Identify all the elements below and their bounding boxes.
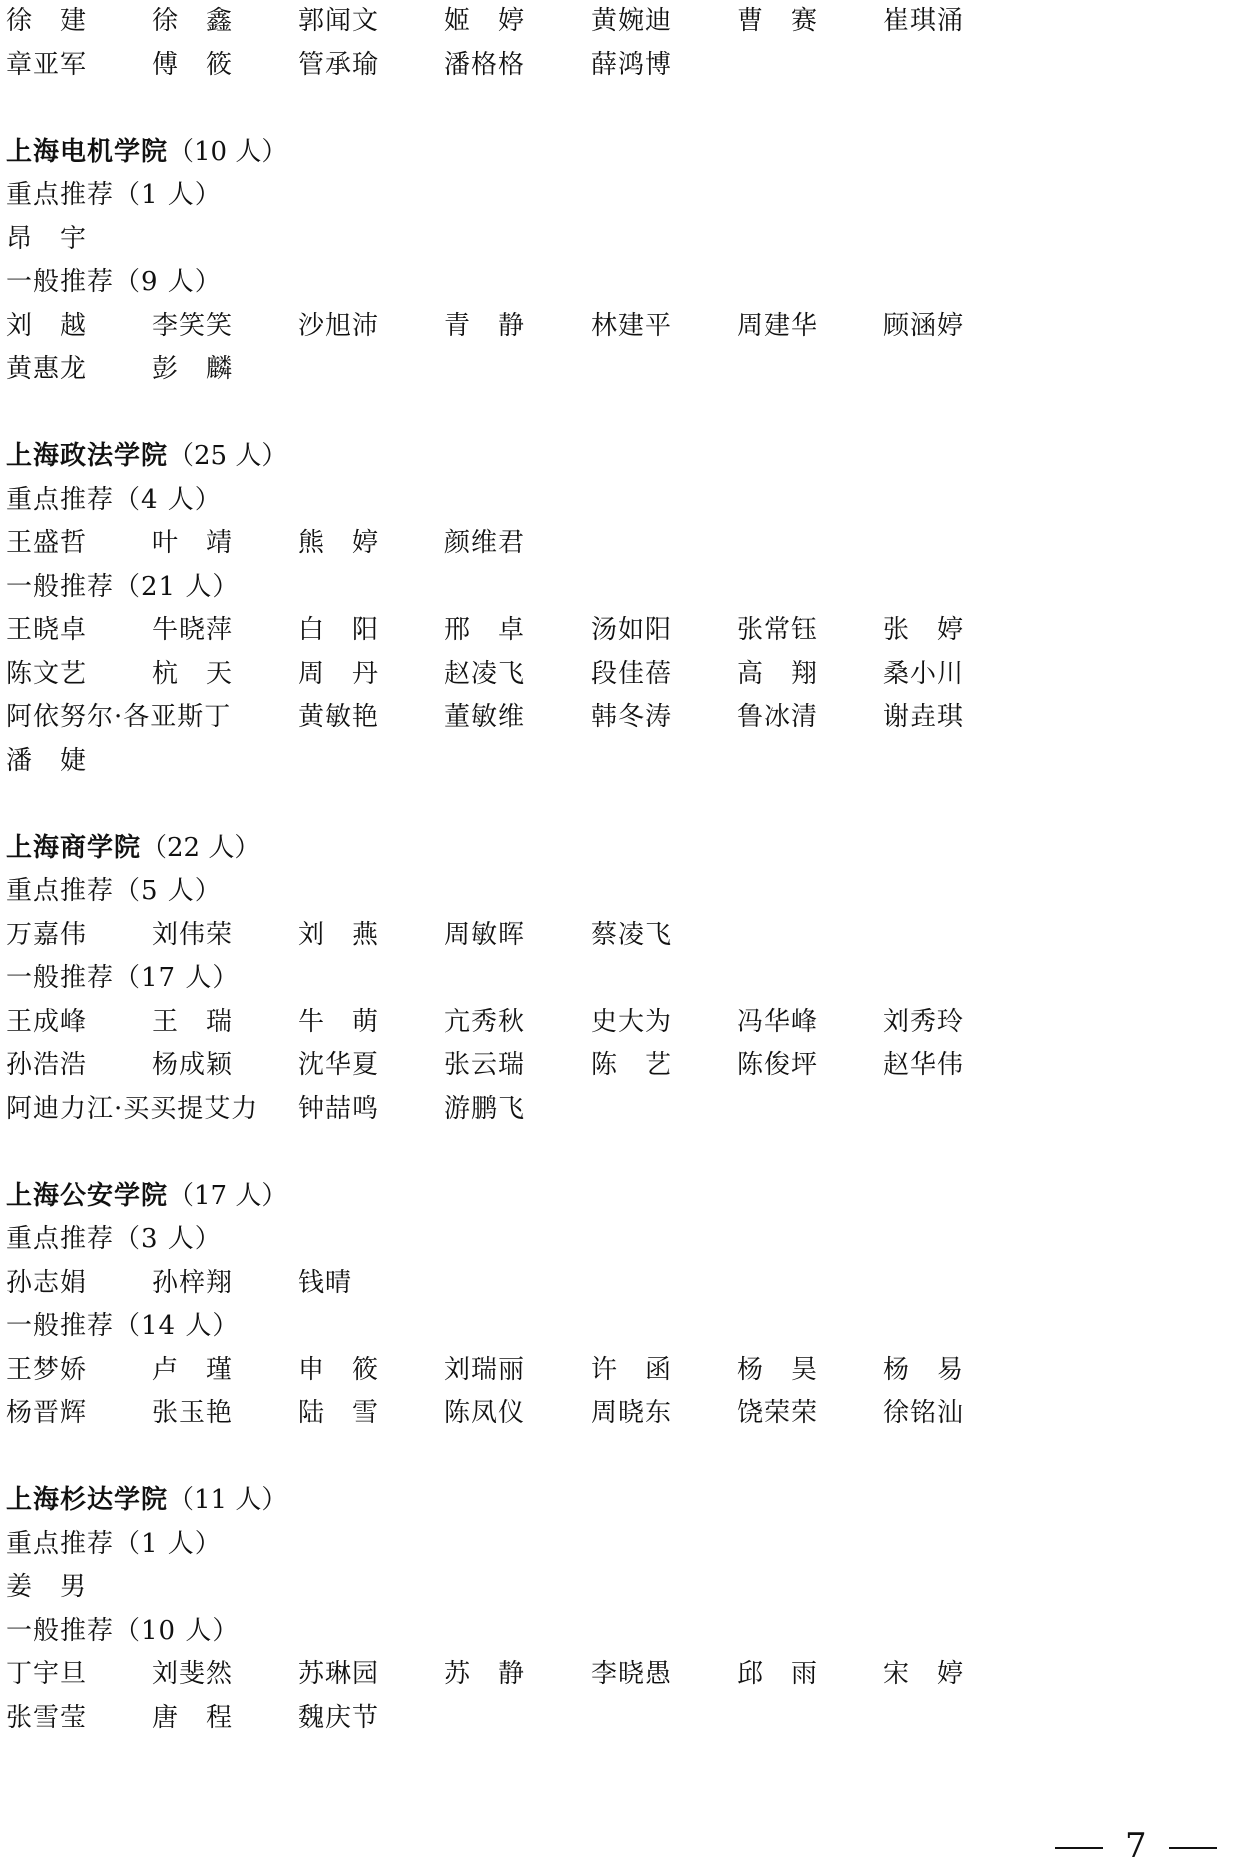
name-row bbox=[6, 696, 1206, 740]
name-cell: 张玉艳 bbox=[152, 1398, 234, 1428]
name-cell: 林建平 bbox=[591, 310, 673, 341]
name-cell: 陈凤仪 bbox=[444, 1398, 526, 1428]
name-row bbox=[6, 44, 1206, 88]
page-footer bbox=[1055, 1826, 1217, 1866]
name-cell: 徐 建 bbox=[6, 6, 88, 36]
name-cell: 杨 易 bbox=[883, 1354, 965, 1385]
general-recommendation-label: 一般推荐（21 人） bbox=[6, 571, 240, 602]
name-cell: 崔琪涌 bbox=[883, 6, 965, 36]
name-cell: 章亚军 bbox=[6, 49, 88, 80]
name-row bbox=[6, 914, 1206, 958]
name-row bbox=[6, 609, 1206, 653]
name-cell: 牛晓萍 bbox=[152, 615, 234, 645]
name-cell: 曹 赛 bbox=[737, 6, 819, 36]
name-cell: 王梦娇 bbox=[6, 1354, 88, 1385]
name-cell: 徐 鑫 bbox=[152, 6, 234, 36]
general-recommendation-label: 一般推荐（9 人） bbox=[6, 267, 222, 297]
name-cell: 刘伟荣 bbox=[152, 919, 234, 950]
name-cell: 牛 萌 bbox=[298, 1006, 380, 1037]
name-cell: 饶荣荣 bbox=[737, 1398, 819, 1428]
name-cell: 王盛哲 bbox=[6, 528, 88, 558]
section-spacer bbox=[6, 1436, 1206, 1480]
name-cell: 万嘉伟 bbox=[6, 919, 88, 950]
college-name: 上海公安学院 bbox=[6, 1180, 169, 1211]
name-cell: 姜 男 bbox=[6, 1572, 88, 1602]
name-cell: 钱晴 bbox=[298, 1267, 353, 1298]
name-cell: 管承瑜 bbox=[298, 49, 380, 80]
college-heading bbox=[6, 1479, 1206, 1523]
name-cell: 刘秀玲 bbox=[883, 1006, 965, 1037]
name-cell: 谢垚琪 bbox=[883, 702, 965, 732]
section-spacer bbox=[6, 1131, 1206, 1175]
name-row bbox=[6, 1262, 1206, 1306]
key-recommendation-label: 重点推荐（4 人） bbox=[6, 484, 222, 515]
name-cell: 韩冬涛 bbox=[591, 702, 673, 732]
name-cell: 钟喆鸣 bbox=[298, 1093, 380, 1124]
name-row bbox=[6, 1697, 1206, 1741]
name-cell: 周建华 bbox=[737, 310, 819, 341]
footer-dash-left bbox=[1055, 1847, 1103, 1849]
college-heading bbox=[6, 435, 1206, 479]
name-cell: 苏琳园 bbox=[298, 1659, 380, 1689]
name-cell: 冯华峰 bbox=[737, 1006, 819, 1037]
key-recommendation-label: 重点推荐（1 人） bbox=[6, 180, 222, 210]
name-cell: 刘 燕 bbox=[298, 919, 380, 950]
name-cell: 周敏晖 bbox=[444, 919, 526, 950]
name-cell: 张云瑞 bbox=[444, 1050, 526, 1080]
name-cell: 昂 宇 bbox=[6, 223, 88, 254]
name-cell: 刘瑞丽 bbox=[444, 1354, 526, 1385]
name-cell: 陆 雪 bbox=[298, 1398, 380, 1428]
name-cell: 彭 麟 bbox=[152, 354, 234, 384]
name-cell: 沙旭沛 bbox=[298, 310, 380, 341]
college-name: 上海电机学院 bbox=[6, 136, 169, 167]
name-row bbox=[6, 348, 1206, 392]
key-recommendation-label: 重点推荐（1 人） bbox=[6, 1528, 222, 1559]
name-cell: 刘斐然 bbox=[152, 1659, 234, 1689]
college-heading bbox=[6, 1175, 1206, 1219]
recommendation-list bbox=[6, 0, 1206, 1740]
name-cell: 孙志娟 bbox=[6, 1267, 88, 1298]
name-cell: 宋 婷 bbox=[883, 1659, 965, 1689]
name-cell: 张 婷 bbox=[883, 615, 965, 645]
name-cell: 潘格格 bbox=[444, 49, 526, 80]
name-cell: 刘 越 bbox=[6, 310, 88, 341]
college-name: 上海商学院 bbox=[6, 832, 142, 863]
name-cell: 王晓卓 bbox=[6, 615, 88, 645]
name-cell: 游鹏飞 bbox=[444, 1093, 526, 1124]
name-row bbox=[6, 1392, 1206, 1436]
college-count: （25 人） bbox=[168, 441, 288, 471]
name-cell: 邱 雨 bbox=[737, 1659, 819, 1689]
name-cell: 史大为 bbox=[591, 1006, 673, 1037]
college-count: （11 人） bbox=[168, 1485, 288, 1515]
name-cell: 王 瑞 bbox=[152, 1006, 234, 1037]
name-row bbox=[6, 740, 1206, 784]
general-recommendation-label: 一般推荐（14 人） bbox=[6, 1311, 240, 1341]
general-recommendation-label: 一般推荐（17 人） bbox=[6, 963, 240, 993]
name-cell: 赵凌飞 bbox=[444, 658, 526, 689]
name-cell: 郭闻文 bbox=[298, 6, 380, 36]
general-recommendation-label: 一般推荐（10 人） bbox=[6, 1615, 240, 1646]
college-heading bbox=[6, 827, 1206, 871]
footer-dash-right bbox=[1169, 1847, 1217, 1849]
name-cell: 周 丹 bbox=[298, 658, 380, 689]
name-cell: 杨 昊 bbox=[737, 1354, 819, 1385]
name-row bbox=[6, 1001, 1206, 1045]
name-cell: 颜维君 bbox=[444, 528, 526, 558]
name-cell: 陈文艺 bbox=[6, 658, 88, 689]
name-cell: 阿依努尔·各亚斯丁 bbox=[6, 702, 232, 732]
name-row bbox=[6, 218, 1206, 262]
name-cell: 李笑笑 bbox=[152, 310, 234, 341]
name-cell: 李晓愚 bbox=[591, 1659, 673, 1689]
name-cell: 孙梓翔 bbox=[152, 1267, 234, 1298]
name-cell: 张雪莹 bbox=[6, 1702, 88, 1733]
name-cell: 徐铭汕 bbox=[883, 1398, 965, 1428]
name-cell: 黄婉迪 bbox=[591, 6, 673, 36]
name-cell: 王成峰 bbox=[6, 1006, 88, 1037]
name-cell: 陈俊坪 bbox=[737, 1050, 819, 1080]
name-cell: 顾涵婷 bbox=[883, 310, 965, 341]
college-name: 上海杉达学院 bbox=[6, 1485, 169, 1515]
name-cell: 杨晋辉 bbox=[6, 1398, 88, 1428]
name-cell: 熊 婷 bbox=[298, 528, 380, 558]
name-cell: 青 静 bbox=[444, 310, 526, 341]
name-cell: 亢秀秋 bbox=[444, 1006, 526, 1037]
name-cell: 傅 筱 bbox=[152, 49, 234, 80]
key-recommendation-label: 重点推荐（3 人） bbox=[6, 1224, 222, 1254]
name-cell: 赵华伟 bbox=[883, 1050, 965, 1080]
name-row bbox=[6, 305, 1206, 349]
name-row bbox=[6, 1566, 1206, 1610]
key-recommendation-label: 重点推荐（5 人） bbox=[6, 876, 222, 906]
name-cell: 卢 瑾 bbox=[152, 1354, 234, 1385]
name-cell: 桑小川 bbox=[883, 658, 965, 689]
name-row bbox=[6, 1349, 1206, 1393]
name-cell: 邢 卓 bbox=[444, 615, 526, 645]
name-cell: 蔡凌飞 bbox=[591, 919, 673, 950]
name-cell: 沈华夏 bbox=[298, 1050, 380, 1080]
name-cell: 潘 婕 bbox=[6, 745, 88, 776]
name-row bbox=[6, 1088, 1206, 1132]
name-cell: 周晓东 bbox=[591, 1398, 673, 1428]
name-cell: 董敏维 bbox=[444, 702, 526, 732]
name-cell: 魏庆节 bbox=[298, 1702, 380, 1733]
name-row bbox=[6, 1044, 1206, 1088]
name-cell: 薛鸿博 bbox=[591, 49, 673, 80]
name-cell: 唐 程 bbox=[152, 1702, 234, 1733]
name-row bbox=[6, 0, 1206, 44]
name-cell: 杨成颖 bbox=[152, 1050, 234, 1080]
section-spacer bbox=[6, 783, 1206, 827]
name-cell: 许 函 bbox=[591, 1354, 673, 1385]
name-cell: 段佳蓓 bbox=[591, 658, 673, 689]
section-spacer bbox=[6, 392, 1206, 436]
name-row bbox=[6, 653, 1206, 697]
college-count: （10 人） bbox=[168, 136, 288, 167]
name-cell: 高 翔 bbox=[737, 658, 819, 689]
name-cell: 孙浩浩 bbox=[6, 1050, 88, 1080]
name-row bbox=[6, 522, 1206, 566]
college-count: （17 人） bbox=[168, 1180, 288, 1211]
name-cell: 申 筱 bbox=[298, 1354, 380, 1385]
college-name: 上海政法学院 bbox=[6, 441, 169, 471]
page-number: 7 bbox=[1125, 1826, 1147, 1866]
college-heading bbox=[6, 131, 1206, 175]
name-cell: 丁宇旦 bbox=[6, 1659, 88, 1689]
name-cell: 叶 靖 bbox=[152, 528, 234, 558]
name-cell: 黄敏艳 bbox=[298, 702, 380, 732]
name-cell: 张常钰 bbox=[737, 615, 819, 645]
name-cell: 陈 艺 bbox=[591, 1050, 673, 1080]
name-cell: 苏 静 bbox=[444, 1659, 526, 1689]
name-cell: 白 阳 bbox=[298, 615, 380, 645]
name-cell: 姬 婷 bbox=[444, 6, 526, 36]
section-spacer bbox=[6, 87, 1206, 131]
name-cell: 鲁冰清 bbox=[737, 702, 819, 732]
college-count: （22 人） bbox=[141, 832, 261, 863]
name-cell: 杭 天 bbox=[152, 658, 234, 689]
name-row bbox=[6, 1653, 1206, 1697]
name-cell: 汤如阳 bbox=[591, 615, 673, 645]
name-cell: 黄惠龙 bbox=[6, 354, 88, 384]
name-cell: 阿迪力江·买买提艾力 bbox=[6, 1093, 259, 1124]
